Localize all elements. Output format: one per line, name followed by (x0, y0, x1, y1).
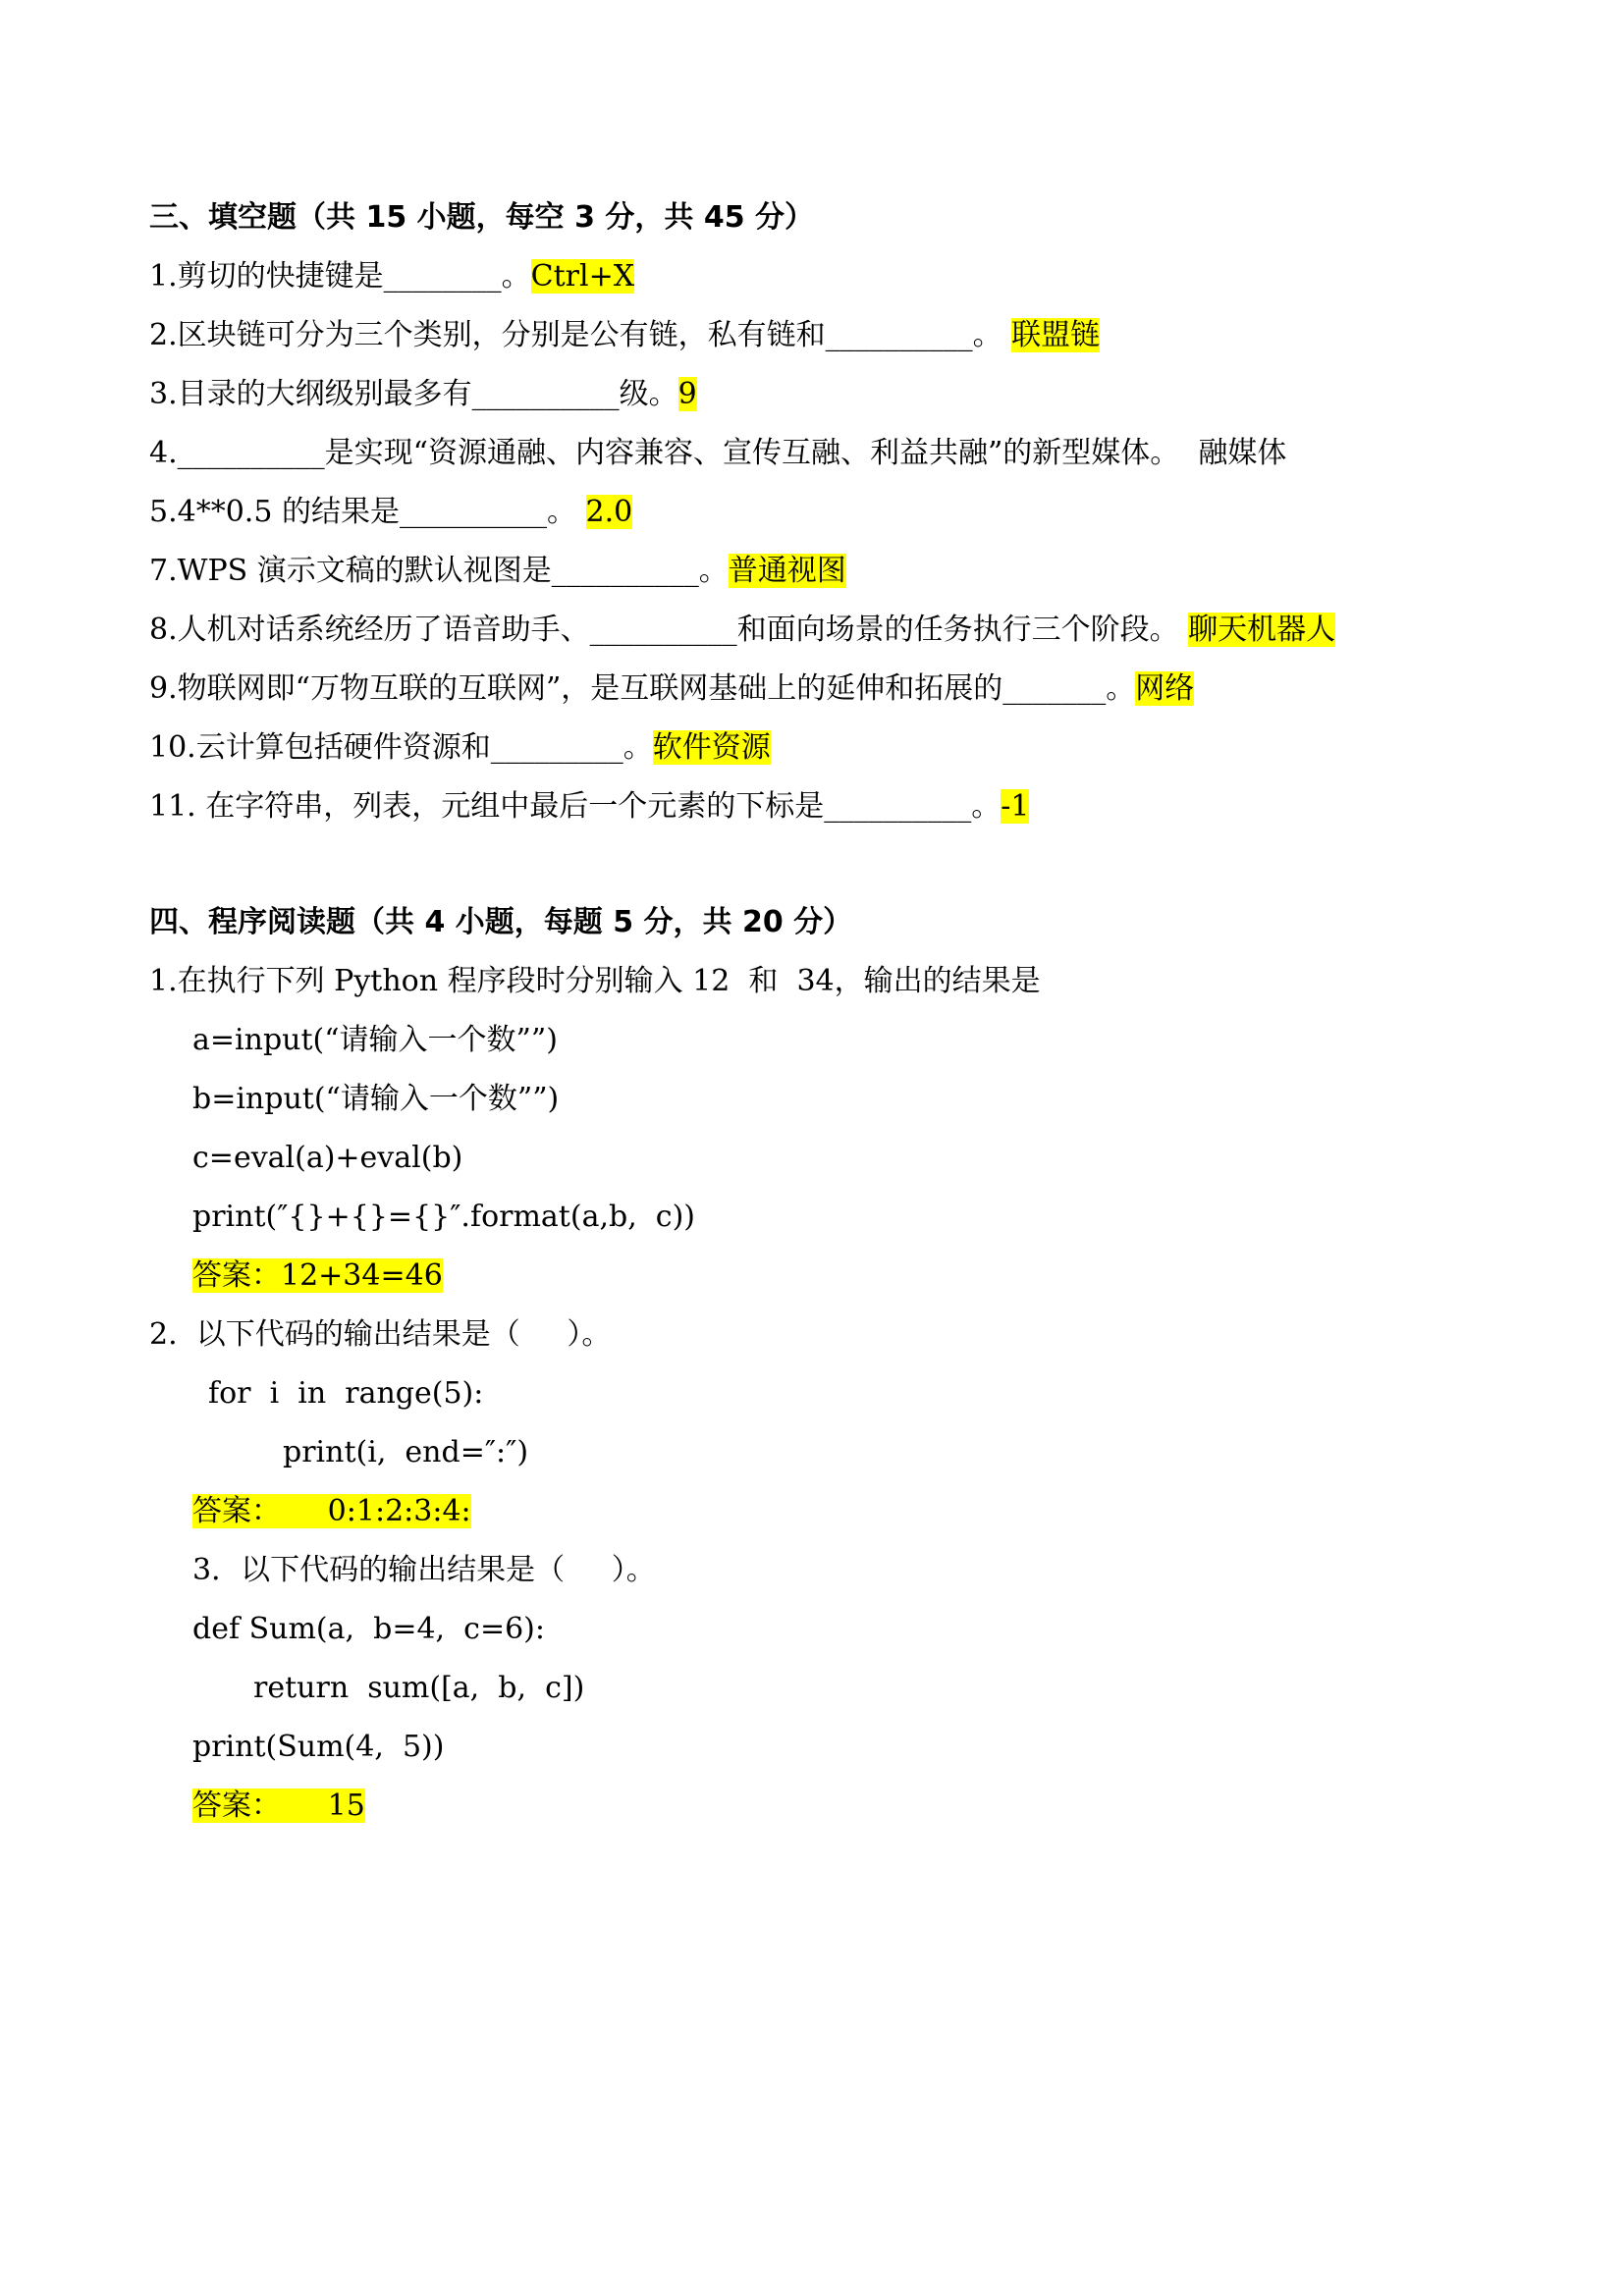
fill-item-1 (149, 257, 634, 296)
code-line: def Sum(a, b=4, c=6): (192, 1612, 545, 1646)
fill-item-10 (149, 728, 771, 768)
fill-question: 5.4**0.5 的结果是__________。 (149, 495, 586, 529)
fill-question: 7.WPS 演示文稿的默认视图是__________。 (149, 554, 729, 588)
fill-item-8 (149, 611, 1335, 650)
fill-question: 1.剪切的快捷键是________。 (149, 259, 531, 294)
fill-item-3 (149, 375, 697, 414)
program-question-1: 1.在执行下列 Python 程序段时分别输入 12 和 34，输出的结果是 (149, 964, 1041, 998)
fill-answer: 联盟链 (1011, 318, 1101, 352)
fill-question: 10.云计算包括硬件资源和_________。 (149, 730, 653, 765)
code-line: print(i, end=″:″) (283, 1435, 529, 1469)
fill-item-5 (149, 493, 632, 532)
code-line: for i in range(5): (208, 1376, 484, 1411)
code-line: b=input(“请输入一个数””) (192, 1082, 560, 1116)
fill-item-2 (149, 316, 1100, 355)
fill-question: 4.__________是实现“资源通融、内容兼容、宣传互融、利益共融”的新型媒体。 融媒体 (149, 436, 1287, 470)
code-line: return sum([a, b, c]) (253, 1671, 585, 1705)
code-line: c=eval(a)+eval(b) (192, 1141, 463, 1175)
fill-answer: 软件资源 (652, 730, 771, 765)
program-question-3: 3．以下代码的输出结果是（ ）。 (192, 1553, 656, 1587)
fill-answer: 普通视图 (728, 554, 846, 588)
program-answer-1: 答案：12+34=46 (192, 1258, 443, 1293)
fill-question: 2.区块链可分为三个类别，分别是公有链，私有链和__________。 (149, 318, 1012, 352)
section4-heading: 四、程序阅读题（共 4 小题，每题 5 分，共 20 分） (149, 905, 853, 939)
fill-item-4 (149, 434, 1286, 473)
code-line: print(″{}+{}={}″.format(a,b, c)) (192, 1200, 696, 1234)
fill-question: 11. 在字符串，列表，元组中最后一个元素的下标是__________。 (149, 789, 1001, 824)
fill-question: 9.物联网即“万物互联的互联网”，是互联网基础上的延伸和拓展的_______。 (149, 671, 1136, 706)
fill-answer: 9 (677, 377, 697, 411)
code-line: print(Sum(4, 5)) (192, 1730, 445, 1764)
fill-answer: -1 (1001, 789, 1030, 824)
program-answer-2: 答案： 0:1:2:3:4: (192, 1494, 471, 1528)
fill-item-7 (149, 552, 846, 591)
program-answer-3: 答案： 15 (192, 1789, 365, 1823)
fill-item-11 (149, 787, 1029, 827)
fill-answer: Ctrl+X (530, 259, 635, 294)
program-question-2: 2. 以下代码的输出结果是（ ）。 (149, 1317, 612, 1352)
fill-answer: 2.0 (585, 495, 633, 529)
fill-question: 8.人机对话系统经历了语音助手、__________和面向场景的任务执行三个阶段。 (149, 613, 1189, 647)
section3-heading: 三、填空题（共 15 小题，每空 3 分，共 45 分） (149, 200, 815, 235)
fill-item-9 (149, 669, 1194, 709)
code-line: a=input(“请输入一个数””) (192, 1023, 558, 1057)
fill-answer: 聊天机器人 (1188, 613, 1336, 647)
fill-answer: 网络 (1135, 671, 1195, 706)
fill-question: 3.目录的大纲级别最多有__________级。 (149, 377, 678, 411)
